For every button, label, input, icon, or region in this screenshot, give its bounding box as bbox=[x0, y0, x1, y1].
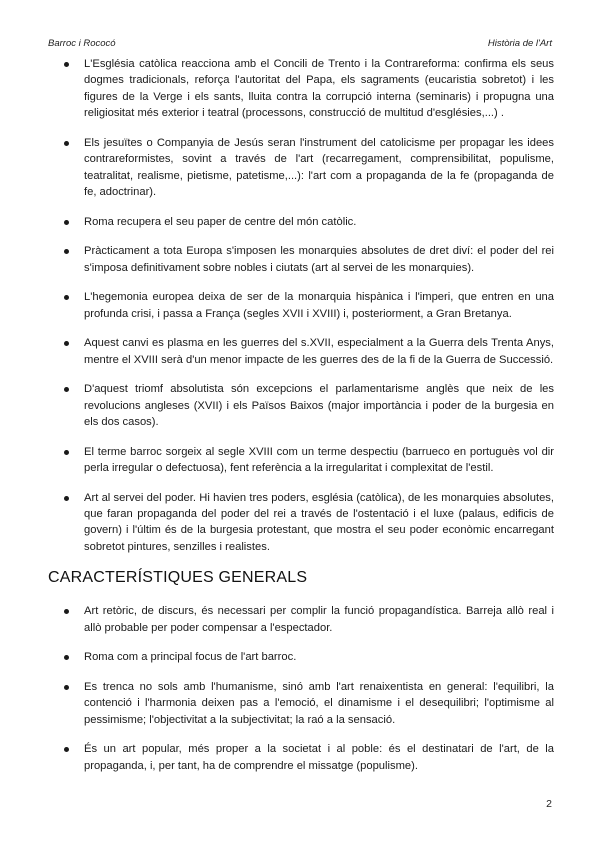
bullet-icon bbox=[64, 141, 69, 146]
list-item: Art retòric, de discurs, és necessari per complir la funció propagandística. Barreja allò real i allò probable per poder compensar a l'espectador. bbox=[48, 603, 554, 636]
bullet-icon bbox=[64, 220, 69, 225]
section-title: CARACTERÍSTIQUES GENERALS bbox=[48, 569, 308, 587]
header-left: Barroc i Rococó bbox=[48, 38, 116, 49]
bullet-icon bbox=[64, 609, 69, 614]
list-item: Pràcticament a tota Europa s'imposen les monarquies absolutes de dret diví: el poder del rei s'imposa definitivament sobre nobles i ciutats (art al servei de les monarquies). bbox=[48, 243, 554, 276]
page-content bbox=[48, 56, 554, 787]
bullet-icon bbox=[64, 655, 69, 660]
bullet-icon bbox=[64, 747, 69, 752]
list-item: Roma com a principal focus de l'art barroc. bbox=[48, 649, 554, 665]
bullet-icon bbox=[64, 685, 69, 690]
bullet-list-characteristics bbox=[48, 603, 554, 774]
list-item: Roma recupera el seu paper de centre del món catòlic. bbox=[48, 214, 554, 230]
list-item: L'Església catòlica reacciona amb el Concili de Trento i la Contrareforma: confirma els seus dogmes tradicionals, reforça l'autoritat del Papa, els sagraments (eucaristia sobretot) i les figures de la Verge i els sants, lluita contra la corrupció interna (seminaris) i propugna una religiositat més exterior i teatral (processons, construcció de multitud d'esglésies,...) . bbox=[48, 56, 554, 122]
list-item: Es trenca no sols amb l'humanisme, sinó amb l'art renaixentista en general: l'equilibri, la contenció i l'harmonia deixen pas a l'emoció, el dinamisme i el desequilibri; l'optimisme al pessimisme; l'objectivitat a la subjectivitat; la raó a la sensació. bbox=[48, 679, 554, 728]
bullet-icon bbox=[64, 62, 69, 67]
page-header bbox=[48, 38, 552, 49]
bullet-icon bbox=[64, 450, 69, 455]
list-item: Art al servei del poder. Hi havien tres poders, església (catòlica), de les monarquies absolutes, que faran propaganda del poder del rei a través de l'ostentació i el luxe (palaus, edificis de govern) i l'últim és de la burgesia protestant, que mostra el seu poder econòmic encarregant sobretot pintures, senzilles i realistes. bbox=[48, 490, 554, 556]
list-item: Aquest canvi es plasma en les guerres del s.XVII, especialment a la Guerra dels Trenta Anys, mentre el XVIII serà d'un menor impacte de les guerres des de la fi de la Guerra de Successió. bbox=[48, 335, 554, 368]
list-item: És un art popular, més proper a la societat i al poble: és el destinatari de l'art, de la propaganda, i, per tant, ha de comprendre el missatge (populisme). bbox=[48, 741, 554, 774]
list-item: D'aquest triomf absolutista són excepcions el parlamentarisme anglès que neix de les revolucions angleses (XVII) i els Països Baixos (major importància i poder de la burgesia en els dos casos). bbox=[48, 381, 554, 430]
list-item: El terme barroc sorgeix al segle XVIII com un terme despectiu (barrueco en portuguès vol dir perla irregular o defectuosa), fent referència a la irregularitat i complexitat de l'estil. bbox=[48, 444, 554, 477]
page-number: 2 bbox=[546, 798, 552, 810]
list-item: Els jesuïtes o Companyia de Jesús seran l'instrument del catolicisme per propagar les idees contrareformistes, sovint a través de l'art (recarregament, comprensibilitat, populisme, teatralitat, realisme, pietisme, patetisme,...): l'art com a propaganda de la fe (propaganda de fe, adoctrinar). bbox=[48, 135, 554, 201]
header-right: Història de l'Art bbox=[487, 38, 552, 49]
bullet-icon bbox=[64, 496, 69, 501]
bullet-icon bbox=[64, 249, 69, 254]
bullet-icon bbox=[64, 341, 69, 346]
bullet-list-context bbox=[48, 56, 554, 555]
bullet-icon bbox=[64, 387, 69, 392]
bullet-icon bbox=[64, 295, 69, 300]
list-item: L'hegemonia europea deixa de ser de la monarquia hispànica i l'imperi, que entren en una profunda crisi, i passa a França (segles XVII i XVIII) i, posteriorment, a Gran Bretanya. bbox=[48, 289, 554, 322]
